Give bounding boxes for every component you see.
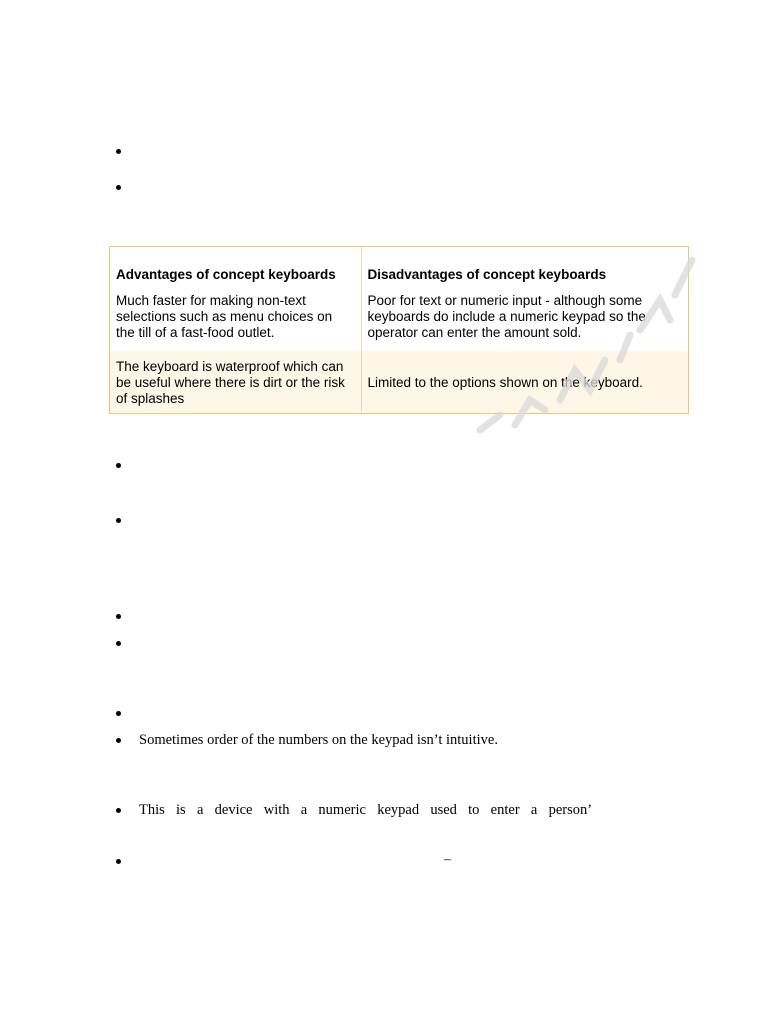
bullet-marker <box>116 185 124 193</box>
bullet-marker <box>116 808 124 816</box>
table-row <box>110 291 688 351</box>
bullet-marker <box>116 738 124 746</box>
table-header-row <box>110 247 688 291</box>
bullet-marker <box>116 711 124 719</box>
dash-mark: – <box>444 852 451 867</box>
bullet-marker <box>116 518 124 526</box>
pin-device-text: This is a device with a numeric keypad used to enter a person’ <box>139 802 593 818</box>
disadvantage-cell: Poor for text or numeric input - although some keyboards do include a numeric keypad so the operator can enter the amount sold. <box>367 293 646 340</box>
comparison-table <box>110 247 688 414</box>
disadvantage-cell: Limited to the options shown on the keyboard. <box>361 351 688 414</box>
keypad-order-text: Sometimes order of the numbers on the keypad isn’t intuitive. <box>139 732 498 748</box>
concept-keyboards-table <box>109 246 689 414</box>
table-row <box>110 351 688 414</box>
bullet-marker <box>116 463 124 471</box>
bullet-marker <box>116 859 124 867</box>
bullet-marker <box>116 149 124 157</box>
bullet-marker <box>116 641 124 649</box>
disadvantages-header: Disadvantages of concept keyboards <box>367 267 607 282</box>
bullet-marker <box>116 614 124 622</box>
advantage-cell: The keyboard is waterproof which can be useful where there is dirt or the risk of splashes <box>110 351 361 414</box>
advantage-cell: Much faster for making non-text selections such as menu choices on the till of a fast-food outlet. <box>110 291 361 351</box>
advantages-header: Advantages of concept keyboards <box>110 247 361 291</box>
